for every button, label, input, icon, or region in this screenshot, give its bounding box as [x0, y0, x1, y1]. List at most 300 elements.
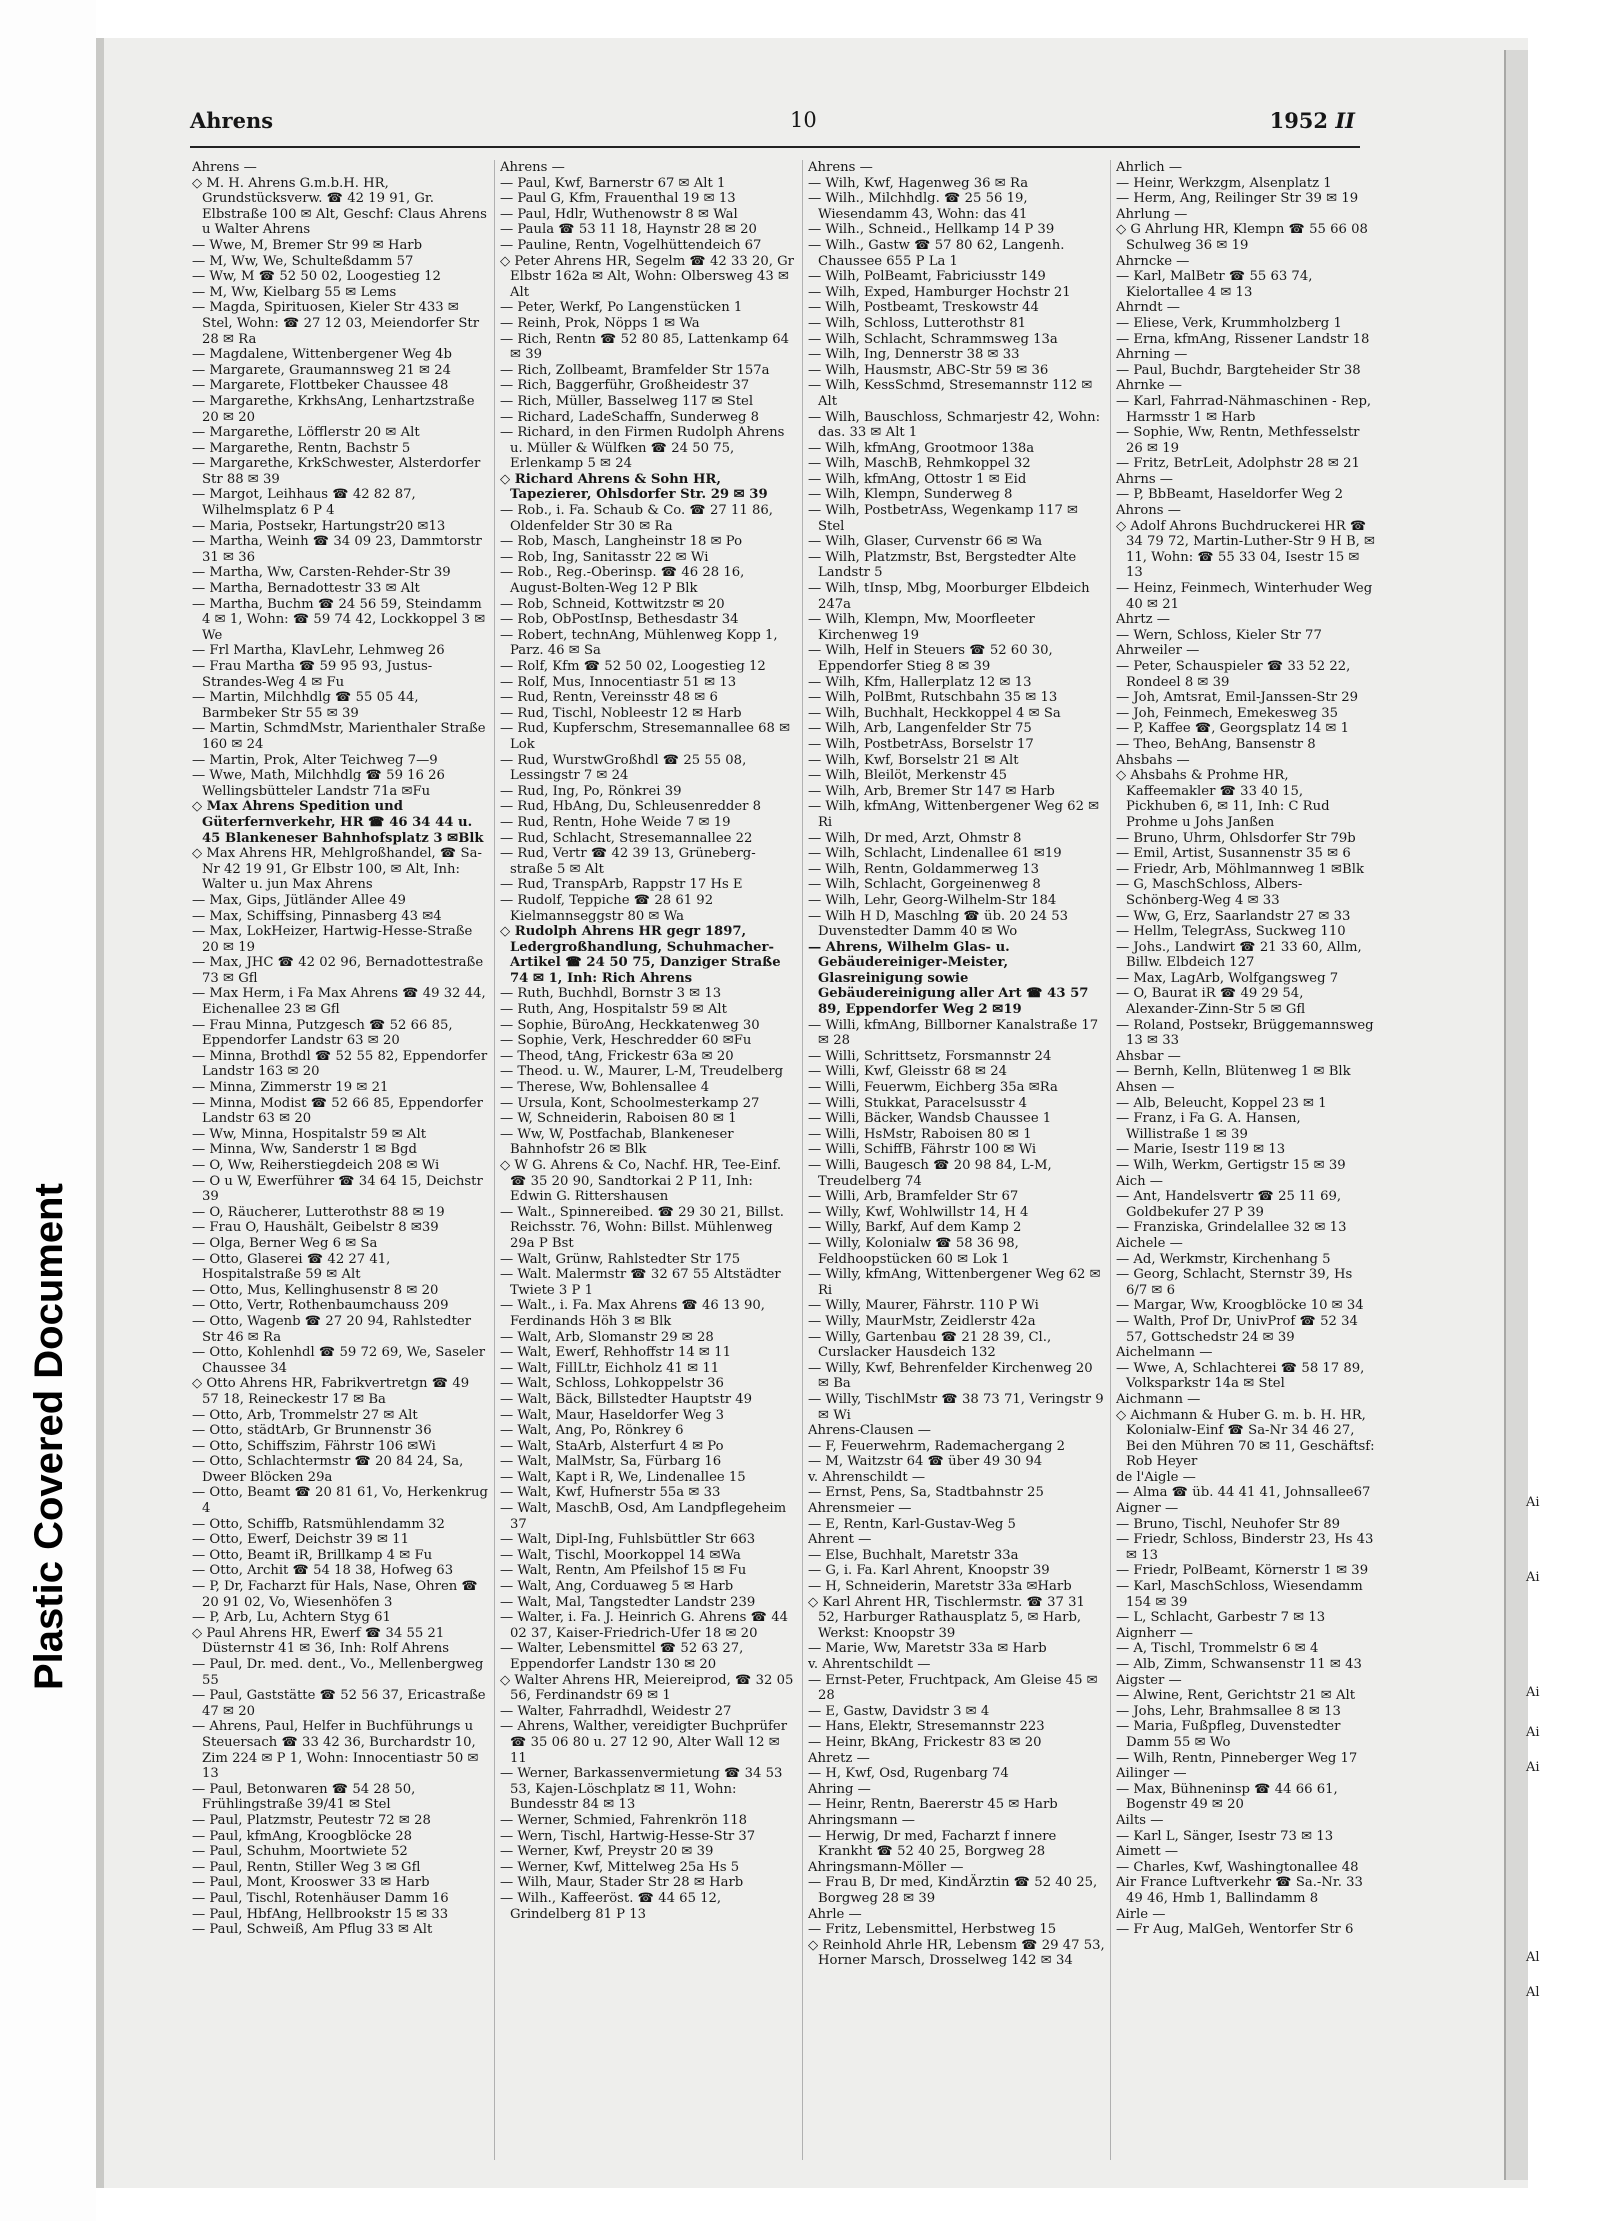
directory-entry: — P, BbBeamt, Haseldorfer Weg 2 [1116, 487, 1343, 503]
header-rule [190, 146, 1360, 148]
edge-fragment: Ai [1526, 1725, 1540, 1740]
directory-entry: — Reinh, Prok, Nöpps 1 ✉ Wa [500, 315, 700, 331]
directory-entry: ◇ W G. Ahrens & Co, Nachf. HR, Tee-Einf. ☎ 35 20 90, Sandtorkai 2 P 11, Inh: Edwin G. Rittershausen [500, 1158, 782, 1205]
directory-entry: — Walt, MaschB, Osd, Am Landpflegeheim 37 [500, 1501, 787, 1532]
directory-entry: — Ww, Minna, Hospitalstr 59 ✉ Alt [192, 1126, 427, 1142]
directory-entry: — Sophie, Verk, Heschredder 60 ✉Fu [500, 1033, 752, 1049]
directory-entry: — Margarethe, Rentn, Bachstr 5 [192, 440, 411, 456]
directory-entry: — Franz, i Fa G. A. Hansen, Willistraße 1 ✉ 39 [1116, 1111, 1301, 1142]
directory-entry: — Wilh, Rentn, Pinneberger Weg 17 [1116, 1750, 1358, 1766]
directory-entry: Ahrndt — [1116, 300, 1180, 316]
directory-entry: — Walt, Schloss, Lohkoppelstr 36 [500, 1376, 724, 1392]
directory-entry: Aigster — [1116, 1672, 1182, 1688]
directory-entry: — Wilh, Kwf, Borselstr 21 ✉ Alt [808, 752, 1019, 768]
directory-entry: — Willi, Schrittsetz, Forsmannstr 24 [808, 1048, 1052, 1064]
directory-entry: — Walt, StaArb, Alsterfurt 4 ✉ Po [500, 1438, 724, 1454]
directory-entry: ◇ Richard Ahrens & Sohn HR, Tapezierer, Ohlsdorfer Str. 29 ✉ 39 [500, 471, 768, 503]
directory-entry: Ahsen — [1116, 1080, 1175, 1096]
directory-entry: — Theod, tAng, Frickestr 63a ✉ 20 [500, 1048, 734, 1064]
directory-entry: — Wilh, Postbeamt, Treskowstr 44 [808, 300, 1039, 316]
directory-entry: — Alwine, Rent, Gerichtstr 21 ✉ Alt [1116, 1688, 1356, 1704]
directory-entry: — Paul, Dr. med. dent., Vo., Mellenbergweg 55 [192, 1657, 484, 1688]
directory-entry: — G, i. Fa. Karl Ahrent, Knoopstr 39 [808, 1563, 1050, 1579]
directory-entry: — A, Tischl, Trommelstr 6 ✉ 4 [1116, 1641, 1319, 1657]
directory-entry: — Walt, Ewerf, Rehhoffstr 14 ✉ 11 [500, 1345, 731, 1361]
directory-entry: — Wilh., Gastw ☎ 57 80 62, Langenh. Chaussee 655 P La 1 [808, 237, 1065, 269]
directory-entry: Ahrncke — [1116, 253, 1190, 269]
directory-entry: — O, Ww, Reiherstiegdeich 208 ✉ Wi [192, 1158, 440, 1173]
directory-entry: — Willy, Maurer, Fährstr. 110 P Wi [808, 1298, 1039, 1314]
directory-entry: — Wilh, Hausmstr, ABC-Str 59 ✉ 36 [808, 362, 1049, 378]
directory-entry: — Marie, Isestr 119 ✉ 13 [1116, 1142, 1286, 1158]
directory-entry: — Herm, Ang, Reilinger Str 39 ✉ 19 [1116, 191, 1359, 207]
header-year [1270, 108, 1355, 133]
directory-entry: Ahrens-Clausen — [808, 1423, 931, 1439]
directory-entry: — Wilh., Schneid., Hellkamp 14 P 39 [808, 222, 1055, 238]
directory-entry: v. Ahrentschildt — [808, 1657, 931, 1672]
directory-entry: Ahrensmeier — [808, 1501, 912, 1517]
directory-entry: — Walt, Kapt i R, We, Lindenallee 15 [500, 1469, 746, 1485]
directory-entry: — O, Räucherer, Lutterothstr 88 ✉ 19 [192, 1204, 445, 1220]
directory-entry: — Emil, Artist, Susannenstr 35 ✉ 6 [1116, 846, 1351, 862]
directory-column-2 [500, 160, 797, 2170]
directory-entry: — Heinr, Werkzgm, Alsenplatz 1 [1116, 175, 1332, 191]
directory-entry: Ahrens — [192, 160, 257, 175]
directory-entry: — E, Gastw, Davidstr 3 ✉ 4 [808, 1703, 990, 1719]
directory-entry: — Rich, Müller, Basselweg 117 ✉ Stel [500, 393, 754, 409]
directory-entry: — Peter, Schauspieler ☎ 33 52 22, Rondeel 8 ✉ 39 [1116, 659, 1351, 690]
directory-entry: — Hellm, TelegrAss, Suckweg 110 [1116, 924, 1346, 940]
directory-entry: — Sophie, BüroAng, Heckkatenweg 30 [500, 1017, 760, 1033]
directory-entry: Ahsbar — [1116, 1048, 1181, 1064]
directory-entry: — Ahrens, Wilhelm Glas- u. Gebäudereiniger-Meister, Glasreinigung sowie Gebäudereinigung aller Art ☎ 43 57 89, Eppendorfer Weg 2 ✉19 [808, 939, 1089, 1018]
directory-entry: — Eliese, Verk, Krummholzberg 1 [1116, 315, 1342, 331]
directory-entry: — Ernst-Peter, Fruchtpack, Am Gleise 45 ✉ 28 [808, 1672, 1098, 1704]
directory-entry: ◇ Paul Ahrens HR, Ewerf ☎ 34 55 21 Düsternstr 41 ✉ 36, Inh: Rolf Ahrens [192, 1625, 450, 1657]
directory-entry: — Erna, kfmAng, Rissener Landstr 18 [1116, 331, 1370, 347]
directory-entry: — Rud, HbAng, Du, Schleusenredder 8 [500, 799, 762, 815]
directory-entry: — Roland, Postsekr, Brüggemannsweg 13 ✉ 33 [1116, 1017, 1374, 1049]
directory-entry: — Walt, Maur, Haseldorfer Weg 3 [500, 1407, 724, 1423]
directory-entry: — Rich, Baggerführ, Großheidestr 37 [500, 378, 750, 394]
directory-entry: — Martha, Weinh ☎ 34 09 23, Dammtorstr 31 ✉ 36 [192, 534, 482, 565]
directory-entry: — L, Schlacht, Garbestr 7 ✉ 13 [1116, 1610, 1326, 1626]
directory-entry: — Werner, Kwf, Preystr 20 ✉ 39 [500, 1844, 714, 1860]
directory-entry: — Alb, Zimm, Schwansenstr 11 ✉ 43 [1116, 1657, 1362, 1672]
directory-entry: — Ww, W, Postfachab, Blankeneser Bahnhofstr 26 ✉ Blk [500, 1126, 734, 1158]
directory-entry: — Wilh, Rentn, Goldammerweg 13 [808, 861, 1040, 877]
directory-entry: — Rud, Kupferschm, Stresemannallee 68 ✉ Lok [500, 721, 791, 752]
directory-entry: — Ad, Werkmstr, Kirchenhang 5 [1116, 1251, 1331, 1267]
directory-entry: — Johs, Lehr, Brahmsallee 8 ✉ 13 [1116, 1703, 1341, 1719]
directory-entry: — Paul, Gaststätte ☎ 52 56 37, Ericastraße 47 ✉ 20 [192, 1688, 486, 1719]
directory-entry: — Walt., Spinnereibed. ☎ 29 30 21, Billst. Reichsstr. 76, Wohn: Billst. Mühlenweg 29a P Bst [500, 1204, 784, 1251]
directory-entry: — Willi, HsMstr, Raboisen 80 ✉ 1 [808, 1126, 1032, 1142]
directory-entry: — Karl L, Sänger, Isestr 73 ✉ 13 [1116, 1828, 1334, 1844]
directory-entry: — Paul, kfmAng, Kroogblöcke 28 [192, 1828, 413, 1844]
directory-entry: — Willy, Kolonialw ☎ 58 36 98, Feldhoopstücken 60 ✉ Lok 1 [808, 1235, 1019, 1267]
directory-entry: Aichmann — [1116, 1391, 1201, 1407]
directory-entry: — W, Schneiderin, Raboisen 80 ✉ 1 [500, 1111, 737, 1127]
directory-entry: — Wilh, Helf in Steuers ☎ 52 60 30, Eppendorfer Stieg 8 ✉ 39 [808, 643, 1053, 674]
edge-fragment: Al [1526, 1950, 1540, 1965]
directory-entry: — Ruth, Ang, Hospitalstr 59 ✉ Alt [500, 1002, 727, 1018]
directory-entry: Ahringsmann-Möller — [808, 1859, 964, 1875]
directory-entry: — Willy, Gartenbau ☎ 21 28 39, Cl., Curslacker Hausdeich 132 [808, 1329, 1052, 1361]
directory-entry: — Wilh, Bleilöt, Merkenstr 45 [808, 768, 1008, 784]
directory-entry: — Willi, Stukkat, Paracelsusstr 4 [808, 1095, 1028, 1111]
directory-entry: — Werner, Kwf, Mittelweg 25a Hs 5 [500, 1859, 740, 1875]
directory-entry: — Walt, Bäck, Billstedter Hauptstr 49 [500, 1391, 753, 1407]
directory-entry: — Max, LokHeizer, Hartwig-Hesse-Straße 20 ✉ 19 [192, 924, 473, 955]
directory-entry: — Franziska, Grindelallee 32 ✉ 13 [1116, 1220, 1347, 1236]
directory-entry: Ahrnke — [1116, 378, 1182, 394]
directory-entry: — Rud, TranspArb, Rappstr 17 Hs E [500, 877, 743, 893]
directory-entry: — Wilh, Exped, Hamburger Hochstr 21 [808, 284, 1071, 300]
directory-entry: — Otto, Wagenb ☎ 27 20 94, Rahlstedter Str 46 ✉ Ra [192, 1313, 472, 1345]
edge-fragment: Ai [1526, 1760, 1540, 1775]
directory-entry: ◇ Rudolph Ahrens HR gegr 1897, Ledergroßhandlung, Schuhmacher-Artikel ☎ 24 50 75, Danziger Straße 74 ✉ 1, Inh: Rich Ahrens [500, 924, 781, 986]
directory-entry: — Ant, Handelsvertr ☎ 25 11 69, Goldbekufer 27 P 39 [1116, 1189, 1342, 1220]
directory-entry: — Willy, Barkf, Auf dem Kamp 2 [808, 1220, 1022, 1236]
directory-entry: Ahrlung — [1116, 206, 1188, 222]
directory-entry: — Maria, Fußpfleg, Duvenstedter Damm 55 ✉ Wo [1116, 1719, 1341, 1750]
directory-entry: — Margarethe, KrkSchwester, Alsterdorfer Str 88 ✉ 39 [192, 456, 481, 487]
header-name: Ahrens [190, 108, 274, 133]
directory-entry: Ahrens — [808, 160, 873, 175]
directory-entry: — Otto, städtArb, Gr Brunnenstr 36 [192, 1423, 432, 1439]
directory-entry: — Max, Schiffsing, Pinnasberg 43 ✉4 [192, 908, 442, 924]
directory-entry: — Otto, Mus, Kellinghusenstr 8 ✉ 20 [192, 1282, 439, 1298]
directory-entry: — Alma ☎ üb. 44 41 41, Johnsallee67 [1116, 1485, 1371, 1501]
directory-entry: — Wilh., Kaffeeröst. ☎ 44 65 12, Grindelberg 81 P 13 [500, 1890, 722, 1922]
directory-entry: — Otto, Schiffb, Ratsmühlendamm 32 [192, 1516, 445, 1532]
page-header [190, 108, 1355, 144]
directory-entry: — Paul, Buchdr, Bargteheider Str 38 [1116, 362, 1361, 378]
directory-entry: — Bruno, Uhrm, Ohlsdorfer Str 79b [1116, 830, 1356, 846]
directory-entry: ◇ Adolf Ahrons Buchdruckerei HR ☎ 34 79 72, Martin-Luther-Str 9 H B, ✉ 11, Wohn: ☎ 55 33 04, Isestr 15 ✉ 13 [1116, 518, 1376, 581]
directory-entry: — Paul, Platzmstr, Peutestr 72 ✉ 28 [192, 1812, 431, 1828]
directory-entry: — Wilh, Schloss, Lutterothstr 81 [808, 315, 1027, 331]
directory-entry: — Wwe, Math, Milchhdlg ☎ 59 16 26 Wellingsbütteler Landstr 71a ✉Fu [192, 768, 445, 799]
directory-entry: Aigner — [1116, 1501, 1179, 1517]
directory-entry: — G, MaschSchloss, Albers-Schönberg-Weg 4 ✉ 33 [1116, 877, 1303, 908]
directory-entry: ◇ M. H. Ahrens G.m.b.H. HR, Grundstücksverw. ☎ 42 19 91, Gr. Elbstraße 100 ✉ Alt, Geschf: Claus Ahrens u Walter Ahrens [192, 175, 487, 238]
directory-entry: — Wilh, Maur, Stader Str 28 ✉ Harb [500, 1875, 744, 1891]
directory-entry: — Rob, ObPostInsp, Bethesdastr 34 [500, 612, 739, 628]
directory-entry: — Walt, FillLtr, Eichholz 41 ✉ 11 [500, 1360, 720, 1376]
column-divider [802, 160, 803, 2160]
directory-entry: — Otto, Archit ☎ 54 18 38, Hofweg 63 [192, 1563, 454, 1579]
directory-entry: — Else, Buchhalt, Maretstr 33a [808, 1547, 1019, 1563]
directory-entry: — Frau Minna, Putzgesch ☎ 52 66 85, Eppendorfer Landstr 63 ✉ 20 [192, 1017, 453, 1049]
directory-entry: — Wwe, M, Bremer Str 99 ✉ Harb [192, 237, 423, 253]
directory-entry: — Wilh, tInsp, Mbg, Moorburger Elbdeich 247a [808, 581, 1090, 612]
directory-entry: ◇ Peter Ahrens HR, Segelm ☎ 42 33 20, Gr Elbstr 162a ✉ Alt, Wohn: Olbersweg 43 ✉ Alt [500, 253, 794, 300]
directory-entry: — Minna, Brothdl ☎ 52 55 82, Eppendorfer Landstr 163 ✉ 20 [192, 1048, 488, 1080]
directory-entry: — Wilh, Arb, Bremer Str 147 ✉ Harb [808, 783, 1055, 799]
directory-entry: — Wilh, Klempn, Sunderweg 8 [808, 487, 1013, 503]
directory-entry: — Friedr, Schloss, Binderstr 23, Hs 43 ✉ 13 [1116, 1532, 1374, 1563]
directory-entry: — Wilh, Kwf, Hagenweg 36 ✉ Ra [808, 175, 1029, 191]
directory-entry: — Wilh., Milchhdlg. ☎ 25 56 19, Wiesendamm 43, Wohn: das 41 [808, 191, 1028, 222]
directory-entry: — Martin, Milchhdlg ☎ 55 05 44, Barmbeker Str 55 ✉ 39 [192, 690, 419, 721]
directory-entry: Ahrtz — [1116, 612, 1170, 628]
directory-entry: — Wilh H D, Maschlng ☎ üb. 20 24 53 Duvenstedter Damm 40 ✉ Wo [808, 908, 1069, 940]
directory-entry: — Max, Gips, Jütländer Allee 49 [192, 892, 406, 908]
directory-entry: — Wilh, kfmAng, Grootmoor 138a [808, 440, 1035, 456]
directory-entry: — Georg, Schlacht, Sternstr 39, Hs 6/7 ✉ 6 [1116, 1267, 1353, 1298]
directory-entry: — P, Kaffee ☎, Georgsplatz 14 ✉ 1 [1116, 721, 1350, 737]
directory-entry: — Wilh, Glaser, Curvenstr 66 ✉ Wa [808, 534, 1043, 550]
directory-entry: — Paul, HbfAng, Hellbrookstr 15 ✉ 33 [192, 1906, 449, 1922]
directory-entry: — Heinr, Rentn, Baererstr 45 ✉ Harb [808, 1797, 1058, 1813]
directory-column-3 [808, 160, 1105, 2170]
page-edge [1504, 50, 1528, 2180]
directory-entry: — Johs., Landwirt ☎ 21 33 60, Allm, Billw. Elbdeich 127 [1116, 939, 1362, 971]
directory-entry: Aichele — [1116, 1235, 1183, 1251]
directory-entry: — Rolf, Mus, Innocentiastr 51 ✉ 13 [500, 674, 737, 690]
directory-entry: — Friedr, PolBeamt, Körnerstr 1 ✉ 39 [1116, 1563, 1369, 1579]
directory-entry: Ahrweiler — [1116, 643, 1200, 659]
directory-entry: — Karl, MaschSchloss, Wiesendamm 154 ✉ 39 [1116, 1579, 1363, 1610]
directory-entry: — Wilh, MaschB, Rehmkoppel 32 [808, 456, 1031, 472]
directory-entry: — M, Waitzstr 64 ☎ über 49 30 94 [808, 1454, 1043, 1470]
directory-entry: — Wilh, Klempn, Mw, Moorfleeter Kirchenweg 19 [808, 612, 1035, 643]
edge-fragment: Ai [1526, 1570, 1540, 1585]
directory-entry: — Max, Bühneninsp ☎ 44 66 61, Bogenstr 49 ✉ 20 [1116, 1781, 1338, 1813]
page-number: 10 [790, 108, 817, 132]
directory-entry: — Wilh, Platzmstr, Bst, Bergstedter Alte Landstr 5 [808, 549, 1077, 581]
directory-entry: — Willi, SchiffB, Fährstr 100 ✉ Wi [808, 1142, 1037, 1158]
directory-entry: — Wilh, Buchhalt, Heckkoppel 4 ✉ Sa [808, 705, 1061, 721]
directory-entry: — Werner, Schmied, Fahrenkrön 118 [500, 1812, 748, 1828]
directory-entry: — Rob, Ing, Sanitasstr 22 ✉ Wi [500, 549, 709, 565]
directory-entry: — M, Ww, We, Schulteßdamm 57 [192, 253, 414, 269]
directory-entry: — Wilh, KessSchmd, Stresemannstr 112 ✉ Alt [808, 378, 1093, 409]
directory-entry: — Wilh, Werkm, Gertigstr 15 ✉ 39 [1116, 1158, 1346, 1173]
directory-entry: — Otto, Beamt iR, Brillkamp 4 ✉ Fu [192, 1547, 433, 1563]
directory-entry: ◇ Max Ahrens HR, Mehlgroßhandel, ☎ Sa-Nr 42 19 91, Gr Elbstr 100, ✉ Alt, Inh: Walter u. jun Max Ahrens [192, 846, 482, 893]
directory-entry: — Wilh, Dr med, Arzt, Ohmstr 8 [808, 830, 1022, 846]
directory-entry: Aimett — [1116, 1844, 1179, 1860]
directory-entry: — H, Kwf, Osd, Rugenbarg 74 [808, 1766, 1009, 1782]
directory-entry: — Walter, i. Fa. J. Heinrich G. Ahrens ☎ 44 02 37, Kaiser-Friedrich-Ufer 18 ✉ 20 [500, 1610, 788, 1641]
directory-entry: — Wilh, kfmAng, Wittenbergener Weg 62 ✉ Ri [808, 799, 1100, 830]
directory-entry: — Bernh, Kelln, Blütenweg 1 ✉ Blk [1116, 1064, 1351, 1080]
directory-entry: — Ww, M ☎ 52 50 02, Loogestieg 12 [192, 269, 441, 285]
directory-entry: — Martha, Ww, Carsten-Rehder-Str 39 [192, 565, 451, 581]
directory-entry: — Wilh, PostbetrAss, Wegenkamp 117 ✉ Stel [808, 503, 1079, 534]
directory-entry: — Rob., Reg.-Oberinsp. ☎ 46 28 16, August-Bolten-Weg 12 P Blk [500, 565, 745, 597]
directory-entry: Ahrns — [1116, 471, 1173, 487]
directory-entry: — Wwe, A, Schlachterei ☎ 58 17 89, Volksparkstr 14a ✉ Stel [1116, 1360, 1365, 1392]
directory-entry: — Walter, Fahrradhdl, Weidestr 27 [500, 1703, 732, 1719]
directory-entry: — Hans, Elektr, Stresemannstr 223 [808, 1719, 1045, 1735]
directory-entry: — Peter, Werkf, Po Langenstücken 1 [500, 300, 743, 316]
directory-entry: — Walt, Mal, Tangstedter Landstr 239 [500, 1594, 756, 1610]
year-value: 1952 [1269, 108, 1329, 133]
directory-entry: — H, Schneiderin, Maretstr 33a ✉Harb [808, 1579, 1072, 1595]
directory-entry: — Rud, Rentn, Vereinsstr 48 ✉ 6 [500, 690, 718, 706]
directory-entry: — Rudolf, Teppiche ☎ 28 61 92 Kielmannseggstr 80 ✉ Wa [500, 892, 714, 924]
directory-entry: — Karl, Fahrrad-Nähmaschinen - Rep, Harmsstr 1 ✉ Harb [1116, 393, 1372, 425]
directory-entry: — Walt, Ang, Po, Rönkrey 6 [500, 1423, 684, 1439]
directory-entry: — P, Dr, Facharzt für Hals, Nase, Ohren ☎ 20 91 02, Vo, Wiesenhöfen 3 [192, 1579, 478, 1610]
directory-entry: — Otto, Glaserei ☎ 42 27 41, Hospitalstraße 59 ✉ Alt [192, 1251, 391, 1283]
directory-entry: — Bruno, Tischl, Neuhofer Str 89 [1116, 1516, 1341, 1532]
directory-entry: — Walt, Arb, Slomanstr 29 ✉ 28 [500, 1329, 714, 1345]
directory-entry: — Max Herm, i Fa Max Ahrens ☎ 49 32 44, Eichenallee 23 ✉ Gfl [192, 986, 486, 1018]
directory-entry: — Wilh, PolBeamt, Fabriciusstr 149 [808, 269, 1046, 285]
directory-entry: — Minna, Zimmerstr 19 ✉ 21 [192, 1080, 389, 1096]
directory-entry: — Joh, Amtsrat, Emil-Janssen-Str 29 [1116, 690, 1358, 706]
directory-entry: — Joh, Feinmech, Emekesweg 35 [1116, 705, 1339, 721]
directory-entry: — Therese, Ww, Bohlensallee 4 [500, 1080, 710, 1096]
directory-entry: ◇ G Ahrlung HR, Klempn ☎ 55 66 08 Schulweg 36 ✉ 19 [1116, 222, 1368, 253]
directory-entry: — Rob., i. Fa. Schaub & Co. ☎ 27 11 86, Oldenfelder Str 30 ✉ Ra [500, 503, 773, 534]
directory-entry: — Frau O, Haushält, Geibelstr 8 ✉39 [192, 1220, 439, 1236]
directory-entry: — Margarete, Flottbeker Chaussee 48 [192, 378, 449, 394]
directory-entry: ◇ Otto Ahrens HR, Fabrikvertretgn ☎ 49 57 18, Reineckestr 17 ✉ Ba [192, 1376, 470, 1407]
directory-entry: Ahrent — [808, 1532, 872, 1548]
directory-entry: — Richard, LadeSchaffn, Sunderweg 8 [500, 409, 759, 425]
directory-entry: — Walth, Prof Dr, UnivProf ☎ 52 34 57, Gottschedstr 24 ✉ 39 [1116, 1313, 1358, 1345]
directory-entry: — Magda, Spirituosen, Kieler Str 433 ✉ Stel, Wohn: ☎ 27 12 03, Meiendorfer Str 28 ✉ Ra [192, 300, 480, 347]
directory-entry: — Max, LagArb, Wolfgangsweg 7 [1116, 970, 1339, 986]
directory-entry: — Willy, kfmAng, Wittenbergener Weg 62 ✉ Ri [808, 1267, 1101, 1298]
directory-entry: — Wilh, kfmAng, Ottostr 1 ✉ Eid [808, 471, 1027, 487]
directory-entry: — Wilh, Arb, Langenfelder Str 75 [808, 721, 1032, 737]
directory-entry: Ahrle — [808, 1906, 862, 1922]
directory-entry: — Karl, MalBetr ☎ 55 63 74, Kielortallee 4 ✉ 13 [1116, 269, 1313, 300]
directory-entry: — Margarethe, KrkhsAng, Lenhartzstraße 20 ✉ 20 [192, 393, 475, 425]
directory-entry: — Margarethe, Löfflerstr 20 ✉ Alt [192, 425, 420, 441]
directory-entry: — Rud, WurstwGroßhdl ☎ 25 55 08, Lessingstr 7 ✉ 24 [500, 752, 747, 784]
directory-entry: — Walt. Malermstr ☎ 32 67 55 Altstädter Twiete 3 P 1 [500, 1267, 781, 1298]
directory-entry: — Fr Aug, MalGeh, Wentorfer Str 6 [1116, 1922, 1354, 1938]
directory-entry: — Willy, Kwf, Wohlwillstr 14, H 4 [808, 1204, 1029, 1220]
directory-entry: — E, Rentn, Karl-Gustav-Weg 5 [808, 1516, 1016, 1532]
directory-entry: — Martha, Bernadottestr 33 ✉ Alt [192, 581, 420, 597]
directory-entry: — Willi, Bäcker, Wandsb Chaussee 1 [808, 1111, 1052, 1127]
part-value: II [1335, 108, 1355, 133]
directory-entry: — Paul, Mont, Krooswег 33 ✉ Harb [192, 1875, 430, 1891]
directory-entry: — O u W, Ewerführer ☎ 34 64 15, Deichstr 39 [192, 1173, 483, 1205]
directory-entry: — Rud, Rentn, Hohe Weide 7 ✉ 19 [500, 814, 731, 830]
directory-entry: — Otto, Schiffszim, Fährstr 106 ✉Wi [192, 1438, 436, 1454]
directory-entry: — Martin, Prok, Alter Teichweg 7—9 [192, 752, 438, 768]
directory-entry: Ailts — [1116, 1812, 1164, 1828]
directory-entry: — Herwig, Dr med, Facharzt f innere Krankht ☎ 52 40 25, Borgweg 28 [808, 1828, 1057, 1860]
directory-entry: — Willy, Kwf, Behrenfelder Kirchenweg 20 ✉ Ba [808, 1360, 1093, 1392]
directory-entry: — Olga, Berner Weg 6 ✉ Sa [192, 1235, 378, 1251]
directory-column-1 [192, 160, 489, 2170]
directory-entry: — Werner, Barkassenvermietung ☎ 34 53 53, Kajen-Löschplatz ✉ 11, Wohn: Bundesstr 84 ✉ 13 [500, 1766, 783, 1813]
directory-entry: ◇ Ahsbahs & Prohme HR, Kaffeemakler ☎ 33 40 15, Pickhuben 6, ✉ 11, Inh: C Rud Prohme u Johs Janßen [1116, 768, 1330, 830]
directory-entry: — Ruth, Buchhdl, Bornstr 3 ✉ 13 [500, 986, 722, 1002]
directory-entry: — Paul, Hdlr, Wuthenowstr 8 ✉ Wal [500, 206, 738, 222]
directory-entry: ◇ Walter Ahrens HR, Meiereiprod, ☎ 32 05 56, Ferdinandstr 69 ✉ 1 [500, 1672, 794, 1704]
edge-fragment: Ai [1526, 1495, 1540, 1510]
directory-entry: — Willy, TischlMstr ☎ 38 73 71, Veringstr 9 ✉ Wi [808, 1391, 1104, 1423]
directory-entry: — Martha, Buchm ☎ 24 56 59, Steindamm 4 ✉ 1, Wohn: ☎ 59 74 42, Lockkoppel 3 ✉ We [192, 596, 486, 643]
directory-entry: — Wilh, PolBmt, Rutschbahn 35 ✉ 13 [808, 690, 1058, 706]
directory-entry: — Paul, Schuhm, Moortwiete 52 [192, 1844, 408, 1860]
directory-entry: — Magdalene, Wittenbergener Weg 4b [192, 347, 452, 363]
directory-entry: Ahrning — [1116, 347, 1188, 363]
directory-entry: — Ursula, Kont, Schoolmesterkamp 27 [500, 1095, 760, 1111]
directory-entry: ◇ Max Ahrens Spedition und Güterfernverkehr, HR ☎ 46 34 44 u. 45 Blankeneser Bahnhofsplatz 3 ✉Blk [192, 799, 484, 846]
directory-entry: — Minna, Ww, Sanderstr 1 ✉ Bgd [192, 1142, 417, 1158]
directory-entry: — Rud, Tischl, Nobleestr 12 ✉ Harb [500, 705, 742, 721]
directory-entry: — Paul, Kwf, Barnerstr 67 ✉ Alt 1 [500, 175, 726, 191]
directory-entry: de l'Aigle — [1116, 1469, 1196, 1485]
directory-entry: Ahring — [808, 1781, 871, 1797]
directory-entry: — Martin, SchmdMstr, Marienthaler Straße 160 ✉ 24 [192, 721, 486, 752]
directory-entry: Airle — [1116, 1906, 1166, 1922]
directory-entry: — Wilh, Schlacht, Lindenallee 61 ✉19 [808, 846, 1062, 862]
directory-entry: — Paul, Rentn, Stiller Weg 3 ✉ Gfl [192, 1859, 421, 1875]
directory-entry: — Pauline, Rentn, Vogelhüttendeich 67 [500, 237, 762, 253]
directory-entry: — Otto, Arb, Trommelstr 27 ✉ Alt [192, 1407, 418, 1423]
directory-entry: — Frl Martha, KlavLehr, Lehmweg 26 [192, 643, 445, 659]
directory-entry: — Rich, Zollbeamt, Bramfelder Str 157a [500, 362, 770, 378]
directory-entry: — Willi, Arb, Bramfelder Str 67 [808, 1189, 1019, 1205]
directory-entry: — Willi, kfmAng, Billborner Kanalstraße 17 ✉ 28 [808, 1017, 1099, 1049]
directory-entry: — O, Baurat iR ☎ 49 29 54, Alexander-Zinn-Str 5 ✉ Gfl [1116, 986, 1306, 1018]
directory-entry: — M, Ww, Kielbarg 55 ✉ Lems [192, 284, 397, 300]
directory-entry: — Paul, Tischl, Rotenhäuser Damm 16 [192, 1890, 449, 1906]
directory-entry: — Margarete, Graumannsweg 21 ✉ 24 [192, 362, 451, 378]
directory-entry: — Maria, Postsekr, Hartungstr20 ✉13 [192, 518, 446, 534]
directory-entry: — Frau B, Dr med, KindÄrztin ☎ 52 40 25, Borgweg 28 ✉ 39 [808, 1875, 1098, 1906]
directory-entry: — Ahrens, Paul, Helfer in Buchführungs u Steuersach ☎ 33 42 36, Burchardstr 10, Zim 224 ✉ P 1, Wohn: Innocentiastr 50 ✉ 13 [192, 1719, 479, 1782]
column-divider [494, 160, 495, 2160]
directory-entry: — Alb, Beleucht, Koppel 23 ✉ 1 [1116, 1095, 1327, 1111]
directory-entry: — Rich, Rentn ☎ 52 80 85, Lattenkamp 64 ✉ 39 [500, 331, 790, 363]
directory-entry: — Heinr, BkAng, Frickestr 83 ✉ 20 [808, 1734, 1042, 1750]
directory-entry: — Rud, Ing, Po, Rönkrei 39 [500, 783, 682, 799]
directory-entry: — Ww, G, Erz, Saarlandstr 27 ✉ 33 [1116, 908, 1351, 924]
directory-entry: — Walt, Tischl, Moorkoppel 14 ✉Wa [500, 1547, 741, 1563]
directory-entry: — Otto, Schlachtermstr ☎ 20 84 24, Sa, Dweer Blöcken 29a [192, 1454, 464, 1485]
directory-entry: — Willi, Feuerwm, Eichberg 35a ✉Ra [808, 1080, 1058, 1096]
directory-entry: Ahringsmann — [808, 1812, 915, 1828]
directory-entry: — Wilh, Bauschloss, Schmarjestr 42, Wohn: das. 33 ✉ Alt 1 [808, 409, 1101, 441]
directory-entry: — Charles, Kwf, Washingtonallee 48 [1116, 1859, 1359, 1875]
directory-entry: — Walt, MalMstr, Sa, Fürbarg 16 [500, 1454, 722, 1470]
directory-entry: — Fritz, Lebensmittel, Herbstweg 15 [808, 1922, 1057, 1938]
directory-entry: — Walt, Dipl-Ing, Fuhlsbüttler Str 663 [500, 1532, 756, 1548]
directory-entry: — Wern, Tischl, Hartwig-Hesse-Str 37 [500, 1828, 756, 1844]
directory-column-4 [1116, 160, 1376, 2170]
directory-entry: — Otto, Vertr, Rothenbaumchauss 209 [192, 1298, 449, 1314]
directory-entry: — Walter, Lebensmittel ☎ 52 63 27, Eppendorfer Landstr 130 ✉ 20 [500, 1641, 744, 1672]
directory-entry: Ahrons — [1116, 503, 1181, 519]
directory-entry: — Ahrens, Walther, vereidigter Buchprüfer ☎ 35 06 80 u. 27 12 90, Alter Wall 12 ✉ 11 [500, 1719, 788, 1766]
directory-entry: — Walt, Ang, Corduaweg 5 ✉ Harb [500, 1579, 734, 1595]
directory-entry: Aignherr — [1116, 1625, 1193, 1641]
directory-entry: — Rob, Masch, Langheinstr 18 ✉ Po [500, 534, 743, 550]
directory-entry: — Rud, Schlacht, Stresemannallee 22 [500, 830, 753, 846]
directory-entry: Ailinger — [1116, 1766, 1187, 1782]
directory-entry: — Otto, Ewerf, Deichstr 39 ✉ 11 [192, 1532, 409, 1548]
directory-entry: — Walt, Kwf, Hufnerstr 55a ✉ 33 [500, 1485, 721, 1501]
directory-entry: — Otto, Beamt ☎ 20 81 61, Vo, Herkenkrug 4 [192, 1485, 488, 1517]
directory-entry: — Paul, Schweiß, Am Pflug 33 ✉ Alt [192, 1922, 433, 1938]
directory-entry: — Rud, Vertr ☎ 42 39 13, Grüneberg-straße 5 ✉ Alt [500, 846, 756, 877]
